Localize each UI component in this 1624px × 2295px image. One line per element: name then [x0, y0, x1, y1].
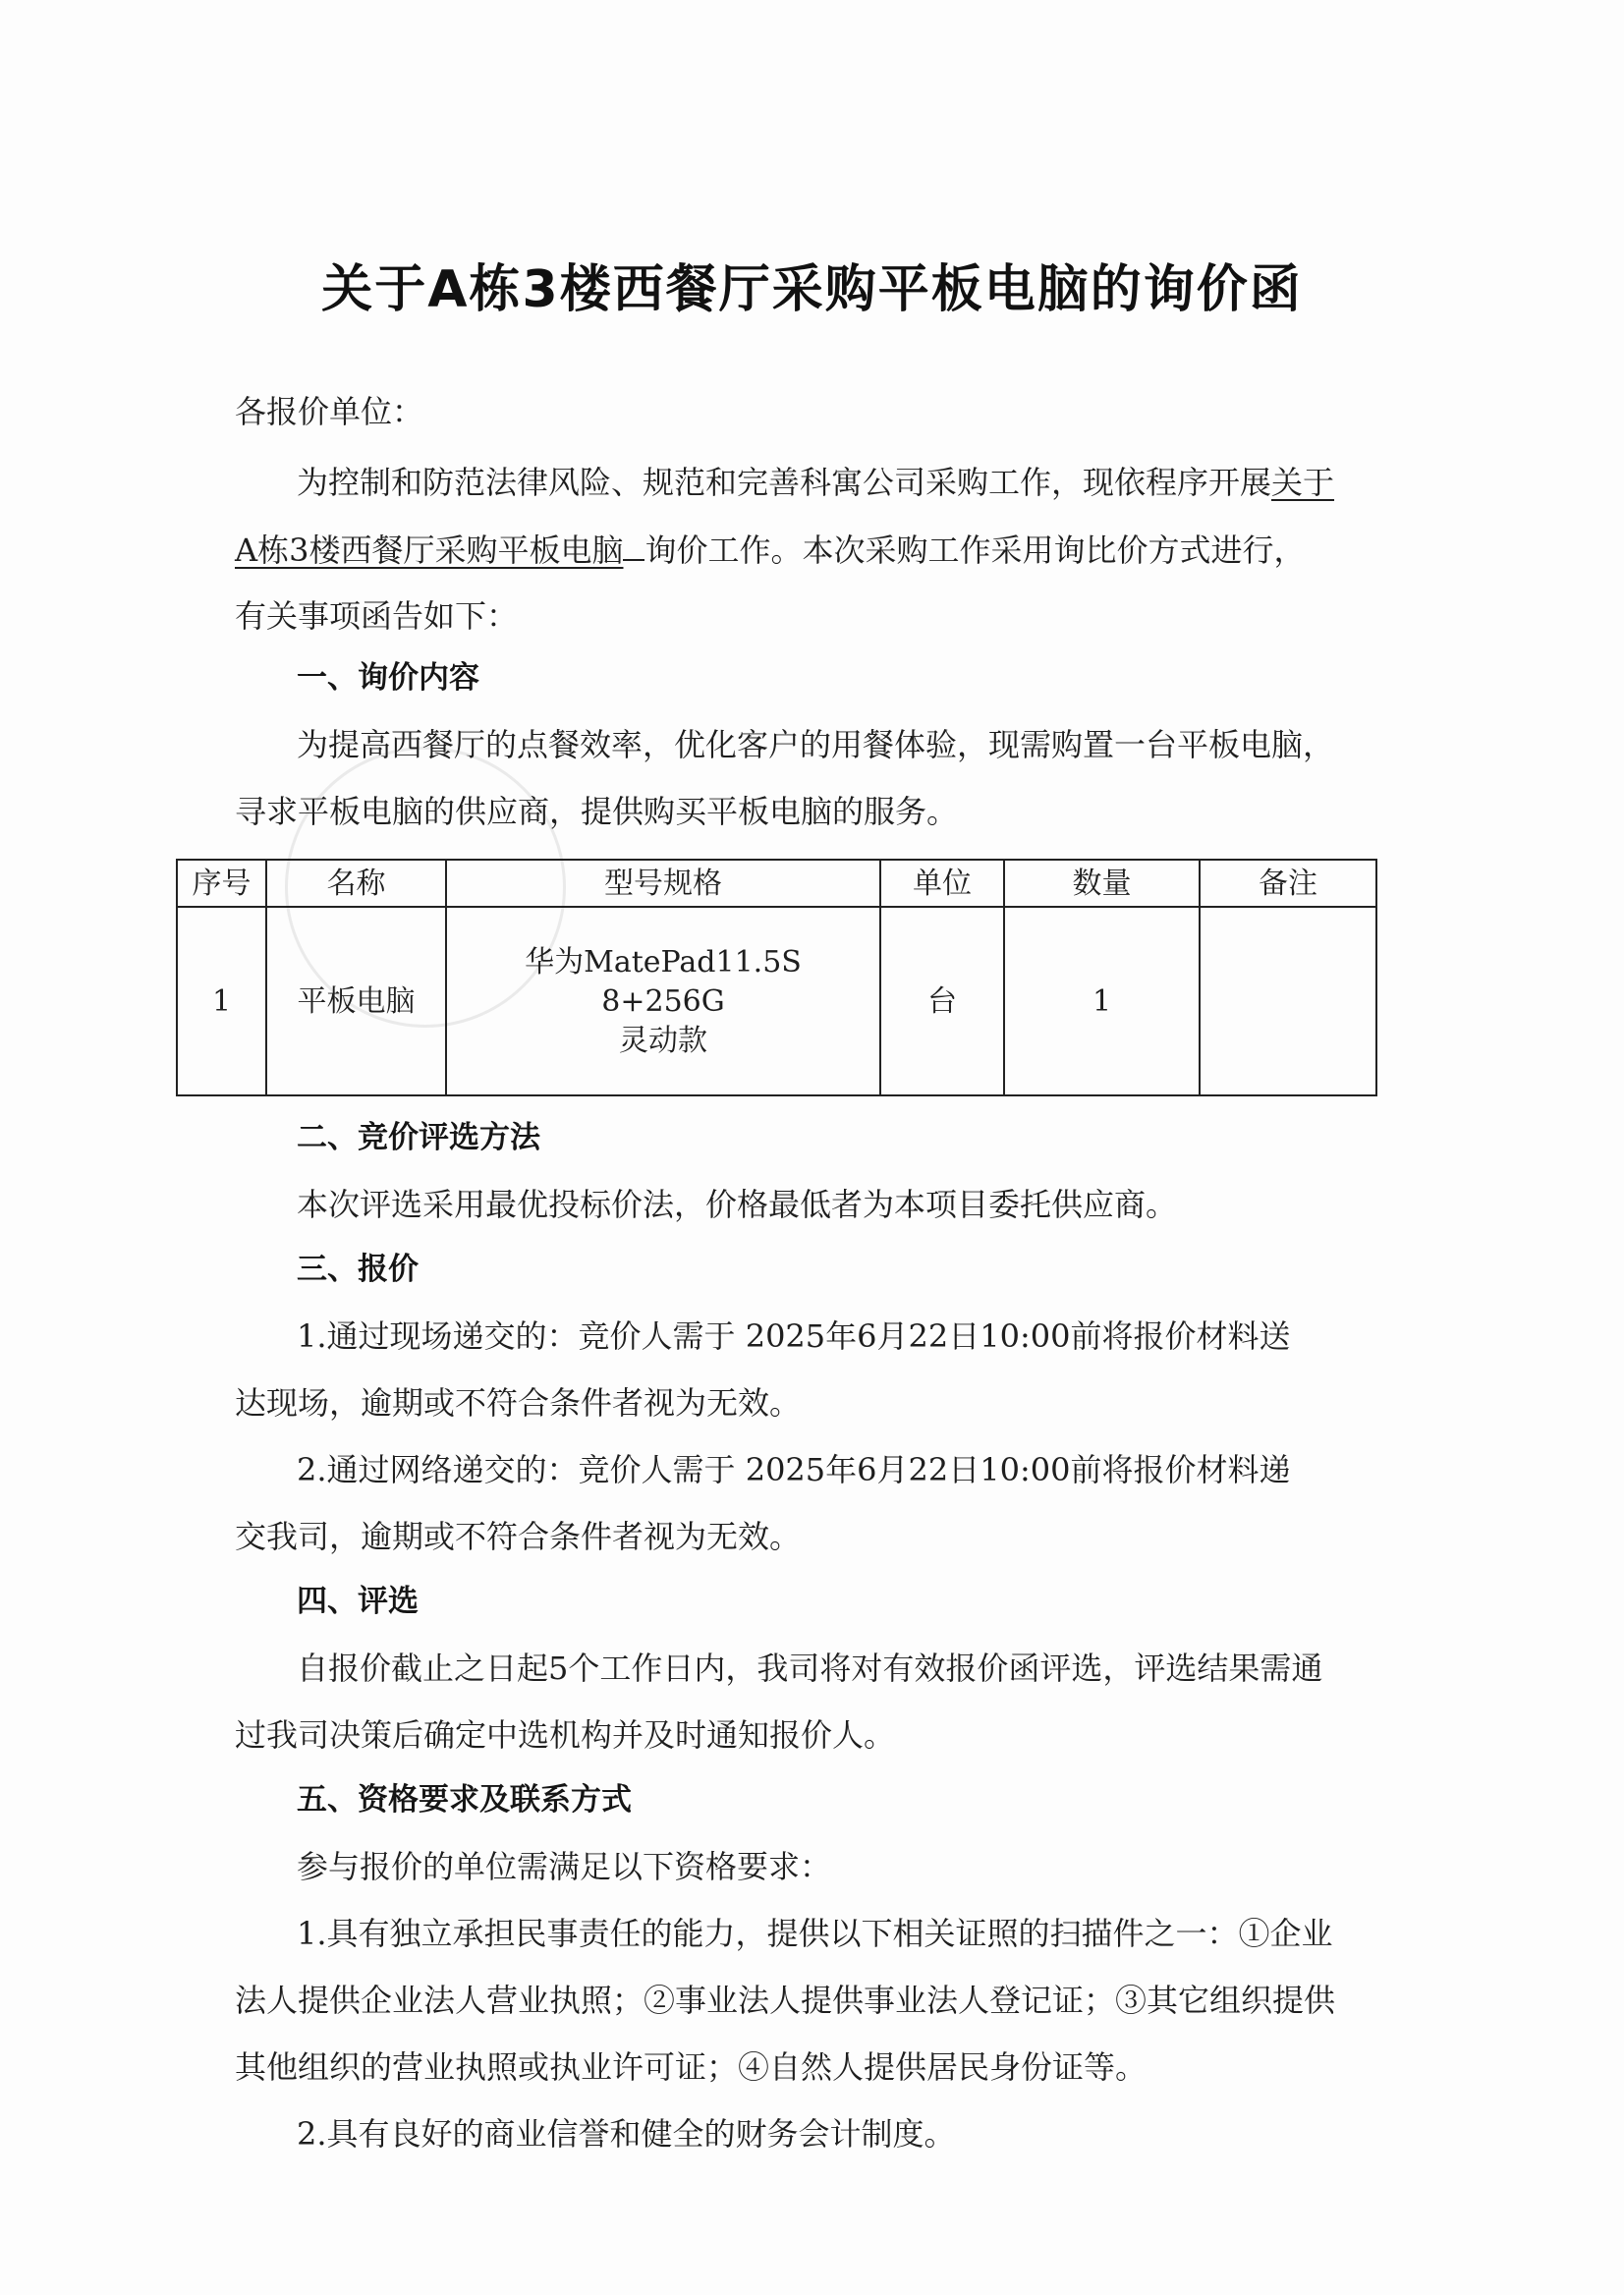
project-name-underlined: A栋3楼西餐厅采购平板电脑 — [235, 532, 624, 569]
section-heading-4: 四、评选 — [297, 1584, 419, 1619]
spec-line: 华为MatePad11.5S — [525, 945, 802, 980]
section-heading-3: 三、报价 — [297, 1252, 419, 1287]
table-header-cell: 单位 — [913, 867, 972, 901]
table-row-note — [1201, 908, 1375, 1096]
section-heading-1: 一、询价内容 — [297, 660, 479, 696]
section1-line-1: 为提高西餐厅的点餐效率，优化客户的用餐体验，现需购置一台平板电脑， — [297, 726, 1335, 763]
intro-text: 为控制和防范法律风险、规范和完善科寓公司采购工作，现依程序开展 — [297, 464, 1272, 501]
table-row-spec — [447, 908, 879, 1096]
intro-line-2 — [235, 530, 1306, 570]
salutation: 各报价单位： — [235, 393, 424, 430]
table-header-cell: 备注 — [1259, 867, 1317, 901]
table-row-unit — [881, 908, 1003, 1096]
table-row-qty — [1005, 908, 1199, 1096]
section4-line-1: 自报价截止之日起5个工作日内，我司将对有效报价函评选，评选结果需通 — [297, 1650, 1323, 1687]
section3-item2-line-2: 交我司，逾期或不符合条件者视为无效。 — [235, 1518, 802, 1555]
table-header-cell: 序号 — [192, 867, 252, 901]
inquiry-table — [176, 859, 1377, 1096]
table-row-name — [267, 908, 445, 1096]
section3-item1-line-2: 达现场，逾期或不符合条件者视为无效。 — [235, 1384, 802, 1422]
section5-item1-line-3: 其他组织的营业执照或执业许可证；④自然人提供居民身份证等。 — [235, 2048, 1148, 2086]
cell-text: 平板电脑 — [297, 984, 416, 1019]
section3-item2-line-1: 2.通过网络递交的：竞价人需于 2025年6月22日10:00前将报价材料递 — [297, 1451, 1291, 1488]
table-row-no — [178, 908, 265, 1096]
section2-line-1: 本次评选采用最优投标价法，价格最低者为本项目委托供应商。 — [297, 1186, 1178, 1223]
section-heading-5: 五、资格要求及联系方式 — [297, 1782, 632, 1818]
intro-line-3: 有关事项函告如下： — [235, 597, 519, 635]
section5-item1-line-1: 1.具有独立承担民事责任的能力，提供以下相关证照的扫描件之一：①企业 — [297, 1915, 1333, 1952]
document-title: 关于A栋3楼西餐厅采购平板电脑的询价函 — [321, 260, 1303, 319]
intro-underlined-text: 关于 — [1271, 464, 1335, 501]
cell-text: 1 — [1092, 984, 1112, 1019]
table-header-cell: 型号规格 — [604, 867, 722, 901]
section5-item1-line-2: 法人提供企业法人营业执照；②事业法人提供事业法人登记证；③其它组织提供 — [235, 1982, 1336, 2019]
cell-text: 台 — [927, 984, 957, 1019]
table-header-cell: 名称 — [326, 867, 386, 901]
underline-blank — [623, 530, 644, 561]
spec-line: 灵动款 — [619, 1024, 707, 1058]
intro-text: 询价工作。本次采购工作采用询比价方式进行， — [644, 532, 1306, 569]
section4-line-2: 过我司决策后确定中选机构并及时通知报价人。 — [235, 1716, 896, 1754]
intro-line-1 — [297, 463, 1334, 502]
section5-line-1: 参与报价的单位需满足以下资格要求： — [297, 1848, 832, 1885]
section5-item2-line-1: 2.具有良好的商业信誉和健全的财务会计制度。 — [297, 2115, 956, 2153]
section3-item1-line-1: 1.通过现场递交的：竞价人需于 2025年6月22日10:00前将报价材料送 — [297, 1317, 1291, 1355]
cell-text: 1 — [211, 984, 232, 1019]
table-header-cell: 数量 — [1072, 867, 1132, 901]
section1-line-2: 寻求平板电脑的供应商，提供购买平板电脑的服务。 — [235, 793, 959, 830]
section-heading-2: 二、竞价评选方法 — [297, 1120, 540, 1155]
spec-line: 8+256G — [601, 984, 725, 1019]
